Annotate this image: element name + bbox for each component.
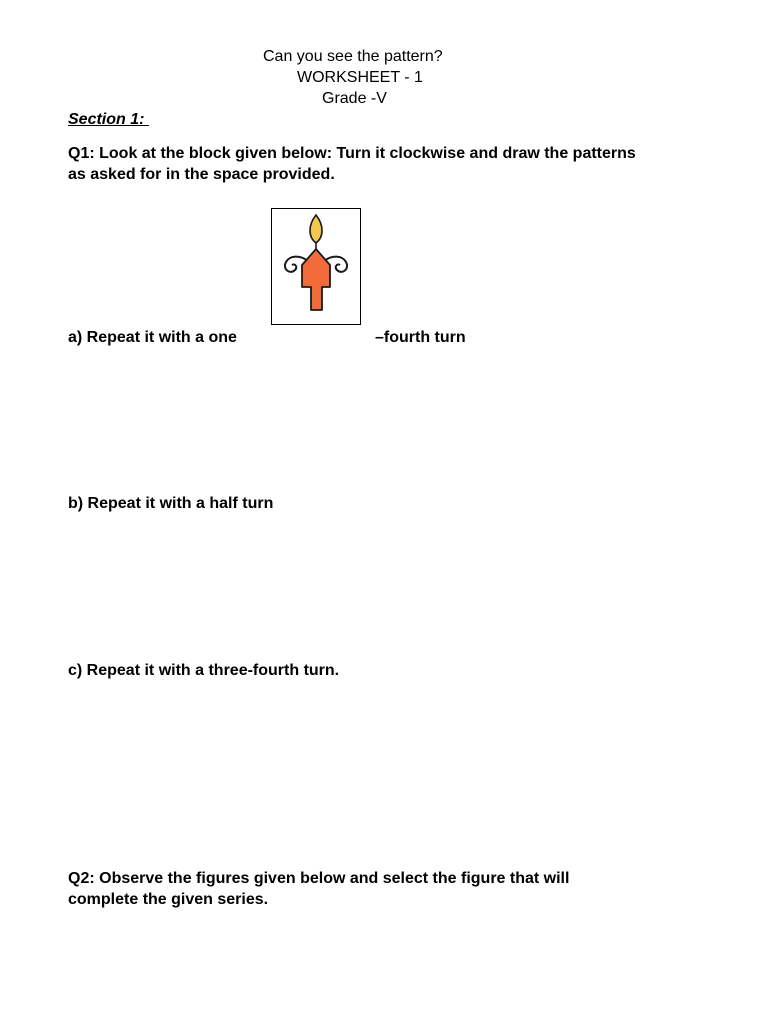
lamp-body (302, 249, 330, 310)
worksheet-subtitle: WORKSHEET - 1 (297, 69, 423, 86)
question-1-text-line-2: as asked for in the space provided. (68, 166, 335, 183)
part-a-text: a) Repeat it with a one (68, 329, 237, 346)
section-heading: Section 1: (68, 111, 149, 128)
part-a-text-continued: –fourth turn (375, 329, 466, 346)
question-1-text-line-1: Q1: Look at the block given below: Turn it clockwise and draw the patterns (68, 145, 636, 162)
part-b-text: b) Repeat it with a half turn (68, 495, 274, 512)
question-2-text-line-1: Q2: Observe the figures given below and select the figure that will (68, 870, 570, 887)
grade-label: Grade -V (322, 90, 387, 107)
lamp-diya-icon (272, 209, 360, 324)
flame-shape (310, 215, 322, 243)
question-2-text-line-2: complete the given series. (68, 891, 269, 908)
pattern-block-figure (271, 208, 361, 325)
worksheet-title: Can you see the pattern? (263, 48, 443, 65)
part-c-text: c) Repeat it with a three-fourth turn. (68, 662, 340, 679)
